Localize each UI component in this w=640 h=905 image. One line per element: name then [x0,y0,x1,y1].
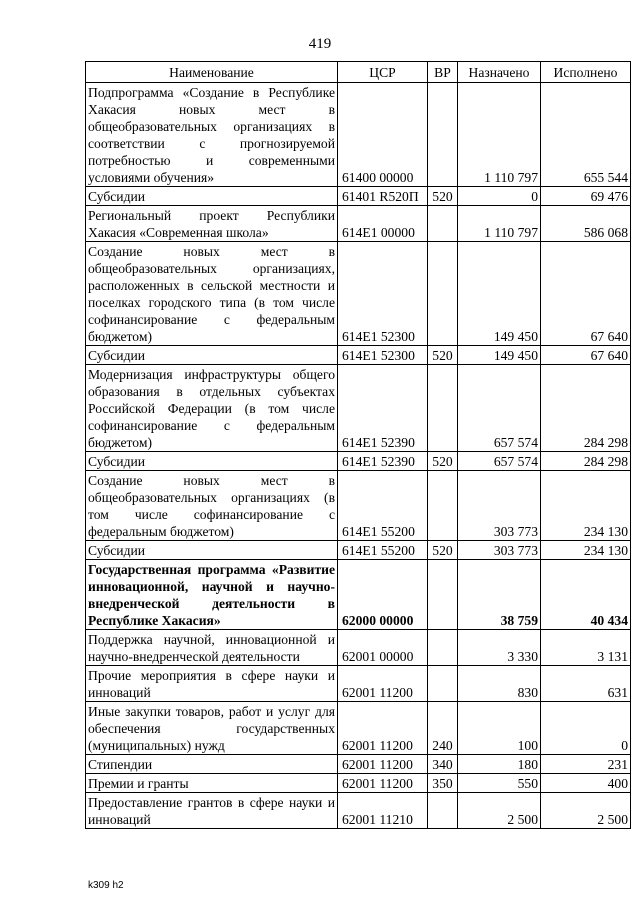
row-executed: 3 131 [541,630,631,666]
table-row [86,452,631,471]
row-name: Региональный проект Республики Хакасия «Современная школа» [86,206,338,242]
table-row [86,630,631,666]
row-vr: 240 [428,702,458,755]
header-assigned: Назначено [458,62,541,83]
row-name: Иные закупки товаров, работ и услуг для обеспечения государственных (муниципальных) нужд [86,702,338,755]
table-row [86,702,631,755]
row-csr: 614E1 00000 [338,206,428,242]
row-executed: 40 434 [541,560,631,630]
row-vr: 350 [428,774,458,793]
row-csr: 62001 11210 [338,793,428,829]
footer-code: k309 h2 [88,880,124,891]
row-name: Предоставление грантов в сфере науки и инноваций [86,793,338,829]
row-executed: 2 500 [541,793,631,829]
header-name: Наименование [86,62,338,83]
row-assigned: 657 574 [458,365,541,452]
row-vr [428,630,458,666]
row-assigned: 303 773 [458,471,541,541]
row-name: Стипендии [86,755,338,774]
row-executed: 67 640 [541,346,631,365]
row-vr [428,471,458,541]
row-assigned: 180 [458,755,541,774]
row-assigned: 830 [458,666,541,702]
row-csr: 614E1 52390 [338,452,428,471]
row-executed: 234 130 [541,541,631,560]
row-executed: 69 476 [541,187,631,206]
row-csr: 614E1 52300 [338,346,428,365]
row-name: Премии и гранты [86,774,338,793]
row-name: Субсидии [86,187,338,206]
row-csr: 614E1 55200 [338,541,428,560]
row-executed: 284 298 [541,365,631,452]
row-vr: 520 [428,541,458,560]
row-vr [428,83,458,187]
table-row [86,793,631,829]
row-csr: 614E1 55200 [338,471,428,541]
row-vr [428,206,458,242]
budget-table [85,61,631,829]
row-executed: 67 640 [541,242,631,346]
row-assigned: 657 574 [458,452,541,471]
row-name: Государственная программа «Развитие инновационной, научной и научно-внедренческой деятельности в Республике Хакасия» [86,560,338,630]
table-row [86,666,631,702]
page-number: 419 [308,36,332,52]
row-vr [428,242,458,346]
table-header-row [86,62,631,83]
row-assigned: 0 [458,187,541,206]
row-name: Модернизация инфраструктуры общего образования в отдельных субъектах Российской Федерации (в том числе софинансирование с федеральным бюджетом) [86,365,338,452]
row-name: Подпрограмма «Создание в Республике Хакасия новых мест в общеобразовательных организациях в соответствии с прогнозируемой потребностью и современными условиями обучения» [86,83,338,187]
row-executed: 0 [541,702,631,755]
table-row [86,242,631,346]
header-executed: Исполнено [541,62,631,83]
row-csr: 62001 00000 [338,630,428,666]
row-csr: 61400 00000 [338,83,428,187]
row-csr: 61401 R520П [338,187,428,206]
table-row [86,365,631,452]
row-csr: 62001 11200 [338,755,428,774]
row-csr: 62001 11200 [338,774,428,793]
table-row [86,560,631,630]
row-assigned: 149 450 [458,242,541,346]
table-row [86,346,631,365]
table-row [86,774,631,793]
row-executed: 284 298 [541,452,631,471]
row-assigned: 3 330 [458,630,541,666]
row-name: Поддержка научной, инновационной и научно-внедренческой деятельности [86,630,338,666]
row-assigned: 1 110 797 [458,83,541,187]
row-vr: 520 [428,187,458,206]
row-assigned: 1 110 797 [458,206,541,242]
row-csr: 62001 11200 [338,666,428,702]
row-name: Прочие мероприятия в сфере науки и инноваций [86,666,338,702]
row-executed: 234 130 [541,471,631,541]
row-executed: 400 [541,774,631,793]
row-executed: 231 [541,755,631,774]
row-csr: 62001 11200 [338,702,428,755]
row-executed: 586 068 [541,206,631,242]
table-row [86,471,631,541]
row-name: Создание новых мест в общеобразовательных организациях, расположенных в сельской местности и поселках городского типа (в том числе софинансирование с федеральным бюджетом) [86,242,338,346]
table-row [86,83,631,187]
row-name: Субсидии [86,346,338,365]
row-assigned: 2 500 [458,793,541,829]
table-row [86,755,631,774]
row-csr: 614E1 52390 [338,365,428,452]
row-vr: 340 [428,755,458,774]
table-row [86,206,631,242]
row-name: Субсидии [86,541,338,560]
row-csr: 614E1 52300 [338,242,428,346]
row-vr [428,365,458,452]
row-vr [428,793,458,829]
row-assigned: 149 450 [458,346,541,365]
row-assigned: 303 773 [458,541,541,560]
row-vr: 520 [428,346,458,365]
header-csr: ЦСР [338,62,428,83]
row-name: Субсидии [86,452,338,471]
row-assigned: 550 [458,774,541,793]
row-executed: 655 544 [541,83,631,187]
row-assigned: 100 [458,702,541,755]
row-vr [428,666,458,702]
row-csr: 62000 00000 [338,560,428,630]
row-name: Создание новых мест в общеобразовательных организациях (в том числе софинансирование с федеральным бюджетом) [86,471,338,541]
row-assigned: 38 759 [458,560,541,630]
header-vr: ВР [428,62,458,83]
table-row [86,541,631,560]
row-executed: 631 [541,666,631,702]
row-vr [428,560,458,630]
table-row [86,187,631,206]
row-vr: 520 [428,452,458,471]
